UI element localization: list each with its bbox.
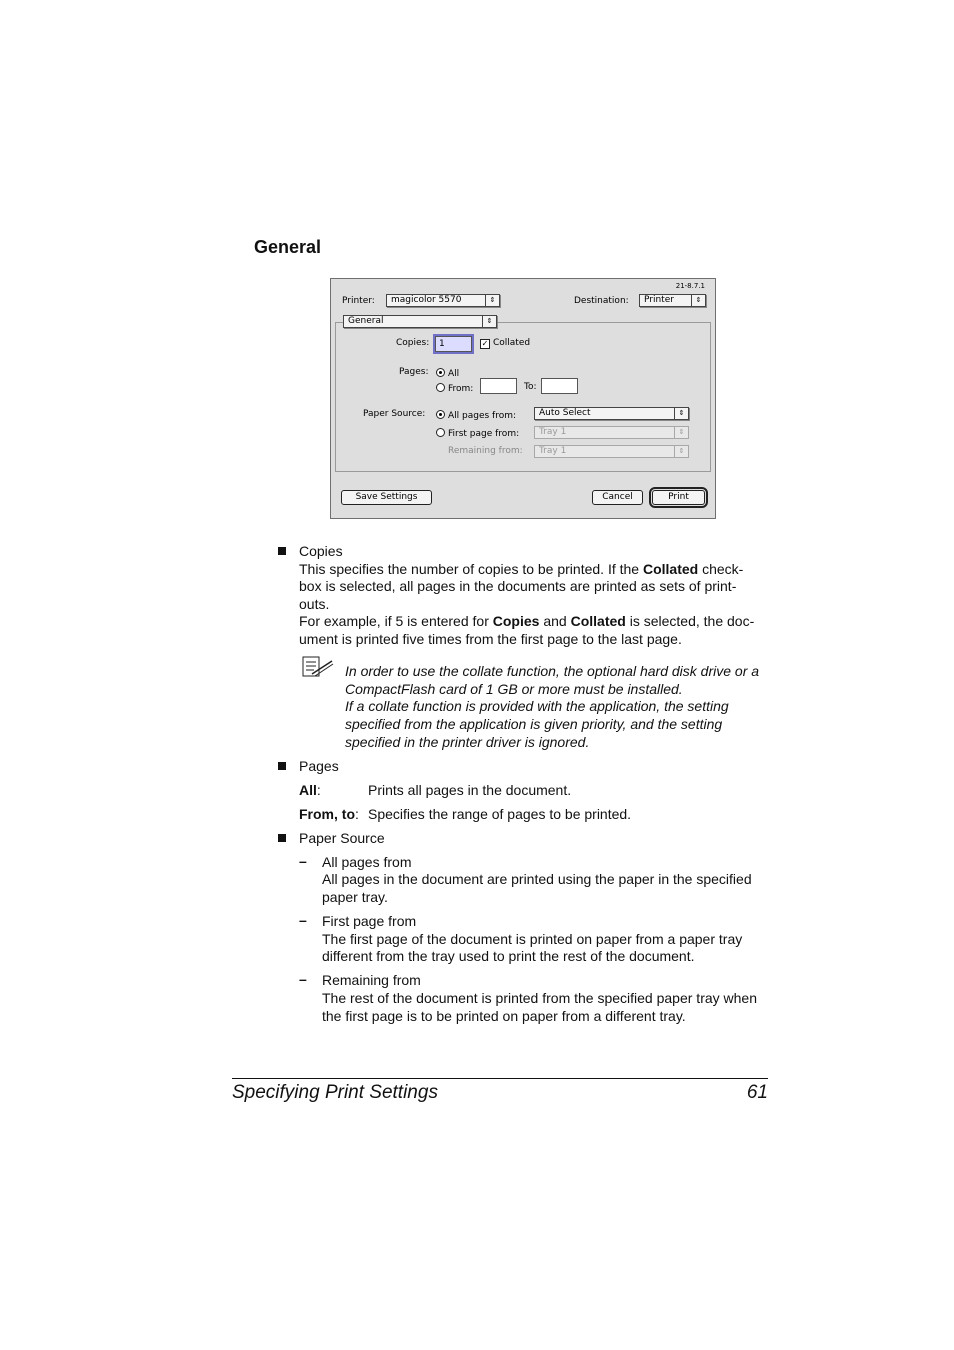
paper-item-desc: the first page is to be printed on paper from a different tray.	[322, 1008, 686, 1024]
popup-arrows-icon: ⇕	[674, 408, 688, 419]
text-bold: Collated	[642, 561, 699, 577]
all-pages-from-radio[interactable]	[436, 409, 516, 421]
first-page-popup	[534, 426, 689, 439]
paper-item-title: All pages from	[322, 854, 412, 870]
note-text	[345, 663, 775, 752]
pages-all-label: All	[448, 369, 460, 379]
remaining-from-label: Remaining from:	[448, 446, 523, 456]
pages-all-desc: Prints all pages in the document.	[368, 782, 572, 798]
collated-checkbox[interactable]	[480, 338, 530, 348]
pages-fromto-desc: Specifies the range of pages to be printed.	[368, 806, 632, 822]
copies-paragraph-1-line2: box is selected, all pages in the documents are printed as sets of print-	[299, 578, 737, 594]
pages-from-field[interactable]	[480, 378, 517, 394]
pages-from-radio[interactable]	[436, 382, 473, 394]
copies-heading: Copies	[299, 543, 343, 559]
all-pages-value: Auto Select	[539, 408, 591, 418]
colon: :	[355, 806, 359, 822]
term: All	[299, 782, 317, 798]
radio-selected-icon	[436, 410, 445, 419]
note-line: specified in the printer driver is ignored.	[345, 733, 590, 750]
copies-paragraph-2	[299, 613, 754, 631]
remaining-value: Tray 1	[539, 446, 567, 456]
copies-paragraph-1	[299, 561, 743, 579]
check-icon: ✓	[481, 339, 489, 348]
paper-source-heading: Paper Source	[299, 830, 385, 846]
destination-label: Destination:	[574, 296, 629, 306]
first-page-value: Tray 1	[539, 427, 567, 437]
radio-selected-icon	[436, 368, 445, 377]
paper-item-desc: paper tray.	[322, 889, 388, 905]
paper-item-desc: All pages in the document are printed using the paper in the specified	[322, 871, 752, 887]
dash-marker: –	[299, 853, 307, 869]
text: For example, if 5 is entered for	[299, 613, 493, 629]
print-dialog	[330, 278, 716, 519]
printer-label: Printer:	[342, 296, 375, 306]
panel-popup[interactable]	[343, 315, 497, 328]
radio-icon	[436, 428, 445, 437]
pages-from-label: From:	[448, 384, 474, 394]
all-pages-from-label: All pages from:	[448, 411, 517, 421]
copies-field[interactable]: 1	[435, 336, 472, 352]
paper-item-desc: The rest of the document is printed from the specified paper tray when	[322, 990, 758, 1006]
text: and	[539, 613, 571, 629]
note-line: specified from the application is given priority, and the setting	[345, 716, 723, 733]
dash-marker: –	[299, 912, 307, 928]
printer-value: magicolor 5570	[391, 295, 462, 305]
pages-fromto-term	[299, 806, 359, 824]
printer-popup[interactable]	[386, 294, 500, 307]
copies-paragraph-1-line3: outs.	[299, 596, 330, 612]
first-page-from-radio[interactable]	[436, 427, 519, 439]
paper-source-label: Paper Source:	[363, 409, 426, 419]
pages-to-label: To:	[524, 382, 537, 392]
popup-arrows-icon: ⇕	[691, 295, 705, 306]
cancel-button[interactable]: Cancel	[592, 490, 643, 505]
pages-label: Pages:	[399, 367, 429, 377]
destination-popup[interactable]	[639, 294, 706, 307]
text: check-	[698, 561, 744, 577]
note-pencil-icon	[302, 656, 334, 678]
popup-arrows-icon: ⇕	[674, 446, 688, 457]
paper-item-title: First page from	[322, 913, 417, 929]
text-bold: Collated	[570, 613, 626, 629]
popup-arrows-icon: ⇕	[674, 427, 688, 438]
footer-title: Specifying Print Settings	[232, 1082, 438, 1103]
paper-item-desc: The first page of the document is printed on paper from a paper tray	[322, 931, 743, 947]
popup-arrows-icon: ⇕	[482, 316, 496, 327]
colon: :	[316, 782, 321, 798]
text-bold: Copies	[492, 613, 540, 629]
pages-all-term	[299, 782, 321, 800]
bullet-icon	[278, 762, 286, 770]
bullet-icon	[278, 547, 286, 555]
save-settings-button[interactable]: Save Settings	[341, 490, 432, 505]
note-line: CompactFlash card of 1 GB or more must be installed.	[345, 680, 683, 697]
panel-value: General	[348, 316, 384, 326]
note-line: If a collate function is provided with the application, the setting	[345, 698, 729, 715]
pages-to-field[interactable]	[541, 378, 578, 394]
version-label: 21-8.7.1	[675, 282, 705, 290]
dash-marker: –	[299, 971, 307, 987]
text: is selected, the doc-	[625, 613, 755, 629]
paper-item-title: Remaining from	[322, 972, 421, 988]
all-pages-popup[interactable]	[534, 407, 689, 420]
paper-item-desc: different from the tray used to print the rest of the document.	[322, 948, 695, 964]
radio-icon	[436, 383, 445, 392]
pages-all-radio[interactable]	[436, 367, 459, 379]
print-button[interactable]: Print	[652, 490, 705, 505]
footer-rule	[232, 1078, 768, 1079]
bullet-icon	[278, 834, 286, 842]
remaining-popup	[534, 445, 689, 458]
page-number: 61	[746, 1082, 768, 1103]
text: This specifies the number of copies to be printed. If the	[299, 561, 643, 577]
collated-label: Collated	[493, 338, 531, 348]
term: From, to	[299, 806, 355, 822]
section-title: General	[254, 237, 322, 257]
copies-paragraph-2-line2: ument is printed five times from the first page to the last page.	[299, 631, 682, 647]
first-page-from-label: First page from:	[448, 429, 520, 439]
note-line: In order to use the collate function, the optional hard disk drive or a	[345, 663, 760, 679]
copies-label: Copies:	[396, 338, 430, 348]
popup-arrows-icon: ⇕	[485, 295, 499, 306]
pages-heading: Pages	[299, 758, 339, 774]
destination-value: Printer	[644, 295, 674, 305]
